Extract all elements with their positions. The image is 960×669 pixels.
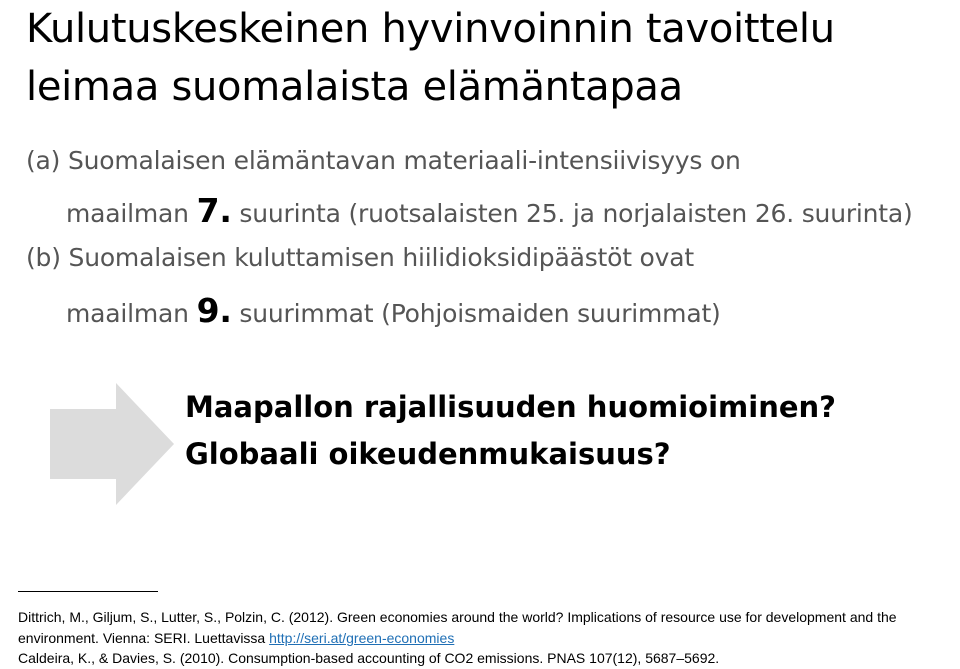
point-a-line-2 xyxy=(66,191,913,230)
reference-1-line-2 xyxy=(18,628,454,649)
title-line-1: Kulutuskeskeinen hyvinvoinnin tavoittelu xyxy=(26,6,835,52)
point-b-prefix: maailman xyxy=(66,299,189,328)
reference-1-link[interactable]: http://seri.at/green-economies xyxy=(269,630,455,646)
point-a-line-1: (a) Suomalaisen elämäntavan materiaali-intensiivisyys on xyxy=(26,146,741,175)
point-a-suffix: suurinta (ruotsalaisten 25. ja norjalaisten 26. suurinta) xyxy=(239,199,913,228)
right-arrow-icon xyxy=(50,383,174,505)
point-a-rank: 7. xyxy=(196,191,232,230)
point-b-rank: 9. xyxy=(196,291,232,330)
point-b-line-2 xyxy=(66,291,721,330)
reference-2: Caldeira, K., & Davies, S. (2010). Consumption-based accounting of CO2 emissions. PNAS 107(12), 5687–5692. xyxy=(18,650,720,666)
title-line-2: leimaa suomalaista elämäntapaa xyxy=(26,64,683,110)
footnote-divider xyxy=(18,591,158,592)
reference-1-prefix: environment. Vienna: SERI. Luettavissa xyxy=(18,630,266,646)
point-b-suffix: suurimmat (Pohjoismaiden suurimmat) xyxy=(239,299,721,328)
slide-title xyxy=(26,0,835,116)
point-a-prefix: maailman xyxy=(66,199,189,228)
question-planet-limits: Maapallon rajallisuuden huomioiminen? xyxy=(185,390,836,424)
question-global-justice: Globaali oikeudenmukaisuus? xyxy=(185,437,671,471)
reference-1-line-1: Dittrich, M., Giljum, S., Lutter, S., Polzin, C. (2012). Green economies around the world? Implications of resource use for development and the xyxy=(18,609,897,625)
point-b-line-1: (b) Suomalaisen kuluttamisen hiilidioksidipäästöt ovat xyxy=(26,243,694,272)
